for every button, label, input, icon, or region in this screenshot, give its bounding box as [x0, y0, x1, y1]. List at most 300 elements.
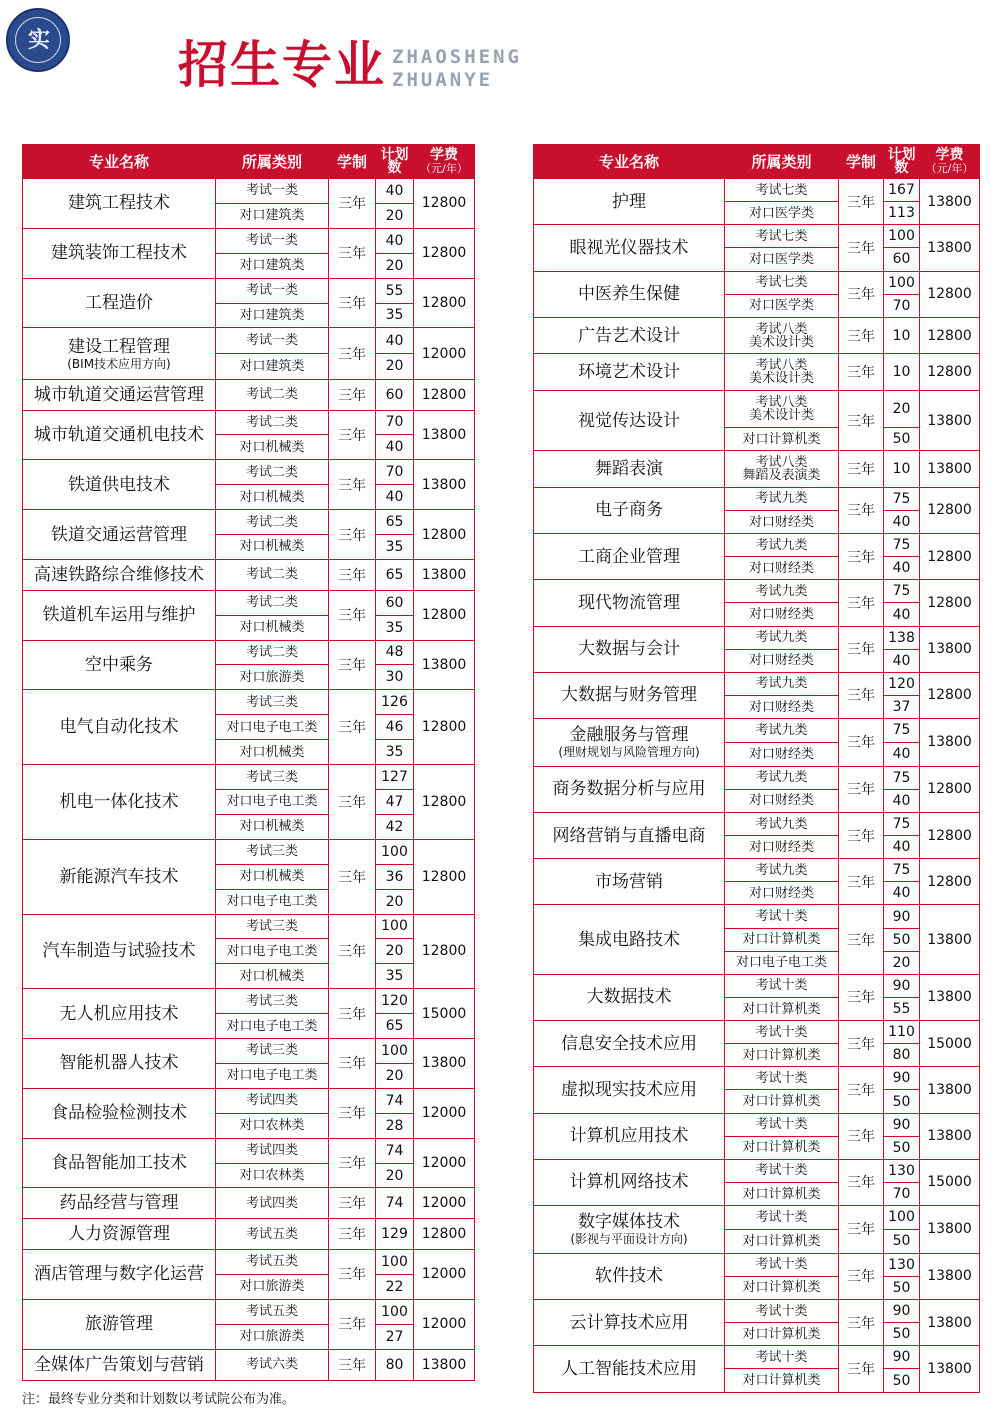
plan-count: 70 [376, 460, 414, 485]
table-row [534, 766, 980, 789]
program-years: 三年 [329, 379, 376, 410]
program-years: 三年 [839, 451, 884, 488]
tuition-fee: 12800 [414, 278, 475, 328]
page-title-english [392, 46, 522, 92]
exam-category-line: 考试二类 [245, 567, 298, 583]
exam-category-line: 对口计算机类 [742, 1047, 821, 1063]
plan-count: 20 [376, 1063, 414, 1088]
exam-category [216, 864, 329, 889]
exam-category-line: 对口机械类 [239, 620, 305, 636]
program-years: 三年 [839, 354, 884, 391]
exam-category [216, 379, 329, 410]
table-row [534, 580, 980, 603]
exam-category [216, 1188, 329, 1219]
tuition-fee: 12800 [920, 766, 980, 812]
tuition-fee: 12800 [414, 510, 475, 560]
tuition-fee: 12000 [414, 328, 475, 379]
plan-count: 75 [884, 487, 920, 510]
exam-category-line: 对口计算机类 [742, 932, 821, 948]
plan-count: 35 [376, 964, 414, 989]
program-years: 三年 [329, 640, 376, 690]
page-title: 招生专业 [178, 36, 386, 94]
exam-category-line: 对口计算机类 [742, 1094, 821, 1109]
exam-category [216, 435, 329, 460]
program-years: 三年 [839, 719, 884, 767]
plan-count: 60 [376, 379, 414, 410]
program-years: 三年 [329, 179, 376, 229]
exam-category [216, 889, 329, 914]
exam-category-line: 对口机械类 [239, 968, 305, 984]
major-name-line: 大数据与财务管理 [561, 685, 697, 706]
major-name-line: 金融服务与管理 [569, 725, 689, 746]
program-years: 三年 [329, 1088, 376, 1138]
exam-category [216, 839, 329, 864]
exam-category [725, 225, 839, 248]
exam-category-line: 对口农林类 [239, 1168, 305, 1184]
program-years: 三年 [839, 1113, 884, 1159]
major-name [534, 1346, 725, 1393]
table-row [534, 905, 980, 928]
tuition-fee: 12000 [414, 1088, 475, 1138]
exam-category [725, 427, 839, 450]
major-name-line: 广告艺术设计 [578, 325, 680, 346]
exam-category [725, 997, 839, 1020]
tuition-fee: 12000 [414, 1299, 475, 1349]
tuition-fee: 13800 [920, 1113, 980, 1159]
tuition-fee: 13800 [920, 719, 980, 767]
col-header-major: 专业名称 [23, 145, 216, 179]
tuition-fee: 13800 [920, 1346, 980, 1393]
exam-category [216, 914, 329, 939]
plan-count: 50 [884, 1090, 920, 1113]
exam-category-line: 考试八类 [755, 358, 808, 374]
plan-count: 60 [884, 248, 920, 271]
table-row [534, 672, 980, 695]
exam-category [725, 649, 839, 672]
major-name-line: 舞蹈表演 [595, 458, 663, 479]
table-row [23, 640, 475, 665]
major-name [534, 534, 725, 580]
tuition-fee: 15000 [920, 1021, 980, 1067]
exam-category-line: 对口计算机类 [742, 1373, 821, 1389]
plan-count: 50 [884, 427, 920, 450]
program-years: 三年 [839, 812, 884, 858]
table-row [23, 1138, 475, 1163]
major-name-line: 铁道机车运用与维护 [42, 605, 196, 626]
table-row [23, 559, 475, 590]
plan-count: 65 [376, 559, 414, 590]
title-en-line-1: ZHAOSHENG [392, 46, 522, 68]
plan-count: 70 [376, 410, 414, 435]
major-name [23, 510, 216, 560]
major-name-line: 电子商务 [595, 500, 663, 521]
plan-count: 20 [376, 203, 414, 228]
exam-category [725, 451, 839, 488]
exam-category [725, 626, 839, 649]
table-row [534, 1299, 980, 1322]
exam-category-line: 对口建筑类 [239, 358, 305, 374]
plan-count: 42 [376, 814, 414, 839]
exam-category [216, 410, 329, 435]
plan-count: 40 [884, 603, 920, 626]
tuition-fee: 13800 [920, 1067, 980, 1113]
exam-category [725, 580, 839, 603]
program-years: 三年 [329, 328, 376, 379]
table-row [23, 179, 475, 204]
exam-category-line: 对口机械类 [239, 489, 305, 505]
plan-count: 40 [884, 510, 920, 533]
major-name-line: 大数据与会计 [578, 639, 680, 660]
major-name [23, 690, 216, 765]
table-row [534, 317, 980, 354]
major-name [534, 391, 725, 451]
major-name [23, 328, 216, 379]
program-years: 三年 [329, 228, 376, 278]
major-name-line: 建筑装饰工程技术 [51, 243, 187, 264]
exam-category [725, 1346, 839, 1369]
table-row [23, 1219, 475, 1250]
plan-count: 100 [884, 225, 920, 248]
exam-category-line: 对口电子电工类 [735, 955, 827, 971]
program-years: 三年 [329, 839, 376, 914]
major-name-line: 汽车制造与试验技术 [42, 941, 196, 962]
tuition-fee: 12800 [414, 179, 475, 229]
exam-category [725, 1182, 839, 1205]
major-name-line: 人工智能技术应用 [561, 1359, 697, 1380]
exam-category [725, 294, 839, 317]
tuition-fee: 12800 [920, 672, 980, 718]
major-name [534, 271, 725, 317]
exam-category [216, 1163, 329, 1188]
exam-category-line: 考试三类 [245, 1043, 298, 1059]
plan-count: 100 [376, 1250, 414, 1275]
major-name-line: 视觉传达设计 [578, 410, 680, 431]
exam-category-line: 考试四类 [245, 1195, 298, 1211]
tuition-fee: 12800 [414, 590, 475, 640]
exam-category-line: 对口旅游类 [239, 1329, 305, 1345]
exam-category-line: 对口旅游类 [239, 1279, 305, 1295]
major-name-line: 机电一体化技术 [59, 791, 179, 812]
program-years: 三年 [839, 487, 884, 533]
exam-category [216, 535, 329, 560]
table-row [23, 328, 475, 354]
exam-category [725, 742, 839, 766]
major-name [534, 719, 725, 767]
exam-category-line: 考试十类 [755, 1070, 808, 1086]
exam-category [216, 1039, 329, 1064]
major-name-line: 护理 [612, 191, 646, 212]
program-years: 三年 [329, 510, 376, 560]
program-years: 三年 [839, 672, 884, 718]
program-years: 三年 [329, 914, 376, 989]
exam-category [216, 228, 329, 253]
major-name [23, 1088, 216, 1138]
major-name-line: 酒店管理与数字化运营 [34, 1264, 204, 1285]
plan-count: 40 [376, 485, 414, 510]
plan-count: 138 [884, 626, 920, 649]
major-name [534, 672, 725, 718]
col-header-major: 专业名称 [534, 145, 725, 179]
exam-category [216, 559, 329, 590]
exam-category [216, 1014, 329, 1039]
major-name [534, 1253, 725, 1299]
table-row [534, 1253, 980, 1276]
exam-category [216, 179, 329, 204]
table-row [534, 719, 980, 743]
table-row [534, 451, 980, 488]
table-row [534, 1346, 980, 1369]
major-name [23, 989, 216, 1039]
exam-category [216, 303, 329, 328]
table-row [534, 859, 980, 882]
plan-count: 47 [376, 789, 414, 814]
exam-category [725, 1323, 839, 1346]
plan-count: 10 [884, 451, 920, 488]
plan-count: 35 [376, 535, 414, 560]
exam-category-line: 对口计算机类 [742, 1001, 821, 1017]
exam-category [216, 354, 329, 380]
exam-category [725, 1229, 839, 1253]
tuition-fee: 13800 [920, 905, 980, 974]
plan-count: 40 [376, 328, 414, 354]
exam-category [725, 1136, 839, 1159]
major-name [534, 179, 725, 225]
major-name-line: 中医养生保健 [578, 284, 680, 305]
exam-category [725, 1090, 839, 1113]
major-name [23, 1219, 216, 1250]
exam-category [216, 690, 329, 715]
program-years: 三年 [839, 179, 884, 225]
program-years: 三年 [839, 974, 884, 1020]
exam-category-line: 考试七类 [755, 228, 808, 244]
plan-count: 40 [376, 435, 414, 460]
exam-category [216, 510, 329, 535]
exam-category [725, 1299, 839, 1322]
major-name-line: (理财规划与风险管理方向) [558, 745, 700, 760]
tuition-fee: 12800 [920, 580, 980, 626]
exam-category [725, 1276, 839, 1299]
plan-count: 75 [884, 859, 920, 882]
tuition-fee: 15000 [414, 989, 475, 1039]
table-row [23, 510, 475, 535]
logo-glyph: 实 [27, 28, 50, 53]
plan-count: 48 [376, 640, 414, 665]
exam-category [725, 1206, 839, 1230]
plan-count: 60 [376, 590, 414, 615]
plan-count: 120 [376, 989, 414, 1014]
major-name-line: 空中乘务 [85, 654, 153, 675]
tuition-fee: 12800 [414, 839, 475, 914]
exam-category-line: 考试九类 [755, 862, 808, 878]
table-row [23, 228, 475, 253]
exam-category-line: 考试四类 [245, 1143, 298, 1159]
exam-category [216, 328, 329, 354]
program-years: 三年 [839, 225, 884, 271]
plan-count: 100 [376, 839, 414, 864]
major-name [534, 626, 725, 672]
table-row [23, 460, 475, 485]
exam-category-line: 考试十类 [755, 1209, 808, 1225]
major-name [534, 487, 725, 533]
plan-count: 40 [884, 836, 920, 859]
exam-category-line: 对口财经类 [748, 514, 814, 530]
major-name [534, 859, 725, 905]
tuition-fee: 13800 [920, 451, 980, 488]
plan-count: 40 [884, 789, 920, 812]
major-name [23, 559, 216, 590]
exam-category-line: 考试九类 [755, 537, 808, 553]
program-years: 三年 [839, 905, 884, 974]
page-header [0, 0, 1000, 120]
exam-category [725, 695, 839, 718]
exam-category-line: 美术设计类 [748, 371, 814, 387]
exam-category-line: 考试一类 [245, 283, 298, 299]
major-name [534, 1021, 725, 1067]
plan-count: 35 [376, 740, 414, 765]
col-header-category: 所属类别 [216, 145, 329, 179]
exam-category-line: 对口电子电工类 [226, 894, 318, 910]
program-years: 三年 [839, 534, 884, 580]
plan-count: 20 [376, 889, 414, 914]
exam-category [216, 989, 329, 1014]
tuition-fee: 12800 [920, 354, 980, 391]
exam-category-line: 考试十类 [755, 1024, 808, 1040]
exam-category-line: 考试三类 [245, 844, 298, 860]
plan-count: 100 [376, 914, 414, 939]
plan-count: 75 [884, 534, 920, 557]
major-name [23, 1349, 216, 1380]
program-years: 三年 [329, 1299, 376, 1349]
major-name-line: 云计算技术应用 [569, 1312, 689, 1333]
major-name [23, 765, 216, 840]
plan-count: 20 [376, 354, 414, 380]
plan-count: 100 [376, 1299, 414, 1324]
major-name-line: 智能机器人技术 [59, 1053, 179, 1074]
table-row [23, 590, 475, 615]
plan-count: 37 [884, 695, 920, 718]
plan-count: 74 [376, 1138, 414, 1163]
exam-category-line: 考试二类 [245, 387, 298, 403]
program-years: 三年 [839, 1253, 884, 1299]
exam-category [725, 510, 839, 533]
tuition-fee: 13800 [414, 410, 475, 460]
plan-header-line-2: 数 [894, 159, 909, 176]
table-row [534, 1067, 980, 1090]
major-name-line: 食品智能加工技术 [51, 1153, 187, 1174]
major-name-line: 无人机应用技术 [59, 1003, 179, 1024]
program-years: 三年 [329, 765, 376, 840]
plan-count: 74 [376, 1188, 414, 1219]
table-row [23, 1088, 475, 1113]
program-years: 三年 [329, 690, 376, 765]
exam-category-line: 对口建筑类 [239, 258, 305, 274]
tuition-fee: 13800 [414, 559, 475, 590]
exam-category-line: 考试十类 [755, 1257, 808, 1273]
tuition-fee: 15000 [920, 1159, 980, 1205]
plan-count: 90 [884, 1113, 920, 1136]
tuition-fee: 13800 [920, 974, 980, 1020]
exam-category [216, 814, 329, 839]
exam-category-line: 考试九类 [755, 816, 808, 832]
program-years: 三年 [839, 580, 884, 626]
program-years: 三年 [839, 1206, 884, 1254]
exam-category [725, 271, 839, 294]
exam-category-line: 考试一类 [245, 183, 298, 199]
plan-count: 90 [884, 1299, 920, 1322]
exam-category-line: 考试十类 [755, 1117, 808, 1133]
plan-count: 90 [884, 1067, 920, 1090]
exam-category-line: 对口财经类 [748, 699, 814, 715]
exam-category [216, 203, 329, 228]
tuition-fee: 13800 [414, 1039, 475, 1089]
fee-header-line-1: 学费 [430, 146, 458, 163]
major-name-line: (影视与平面设计方向) [570, 1232, 688, 1247]
major-name-line: 工商企业管理 [578, 546, 680, 567]
exam-category [216, 1088, 329, 1113]
major-name-line: 旅游管理 [85, 1314, 153, 1335]
exam-category [725, 487, 839, 510]
plan-count: 75 [884, 580, 920, 603]
plan-count: 20 [376, 253, 414, 278]
exam-category-line: 对口财经类 [748, 839, 814, 855]
table-row [534, 354, 980, 391]
exam-category-line: 对口财经类 [748, 885, 814, 901]
table-row [23, 690, 475, 715]
program-years: 三年 [839, 626, 884, 672]
exam-category-line: 对口计算机类 [742, 1186, 821, 1202]
tuition-fee: 12800 [414, 914, 475, 989]
major-name [23, 590, 216, 640]
exam-category [216, 1274, 329, 1299]
exam-category [216, 615, 329, 640]
exam-category-line: 考试二类 [245, 514, 298, 530]
exam-category [216, 278, 329, 303]
exam-category [725, 534, 839, 557]
major-name [534, 905, 725, 974]
table-row [534, 974, 980, 997]
tuition-fee: 12800 [414, 1219, 475, 1250]
major-name-line: 新能源汽车技术 [59, 866, 179, 887]
plan-count: 130 [884, 1253, 920, 1276]
tuition-fee: 12000 [414, 1188, 475, 1219]
major-name-line: 信息安全技术应用 [561, 1033, 697, 1054]
exam-category-line: 考试九类 [755, 630, 808, 646]
plan-header-line-2: 数 [387, 159, 402, 176]
exam-category-line: 考试三类 [245, 694, 298, 710]
exam-category [725, 1159, 839, 1182]
tuition-fee: 13800 [920, 179, 980, 225]
tuition-fee: 13800 [414, 460, 475, 510]
program-years: 三年 [839, 271, 884, 317]
major-name [23, 640, 216, 690]
exam-category [216, 939, 329, 964]
exam-category-line: 考试六类 [245, 1357, 298, 1373]
major-name-line: 建设工程管理 [68, 336, 170, 357]
plan-count: 80 [884, 1044, 920, 1067]
program-years: 三年 [839, 391, 884, 451]
program-years: 三年 [329, 1138, 376, 1188]
exam-category-line: 对口机械类 [239, 744, 305, 760]
fee-header-line-2: （元/年） [925, 161, 974, 175]
exam-category-line: 考试九类 [755, 676, 808, 692]
exam-category [216, 715, 329, 740]
tuition-fee: 12800 [920, 271, 980, 317]
major-name [534, 1159, 725, 1205]
exam-category-line: 考试二类 [245, 414, 298, 430]
plan-count: 35 [376, 303, 414, 328]
col-header-plan [376, 145, 414, 179]
exam-category-line: 对口医学类 [748, 205, 814, 221]
